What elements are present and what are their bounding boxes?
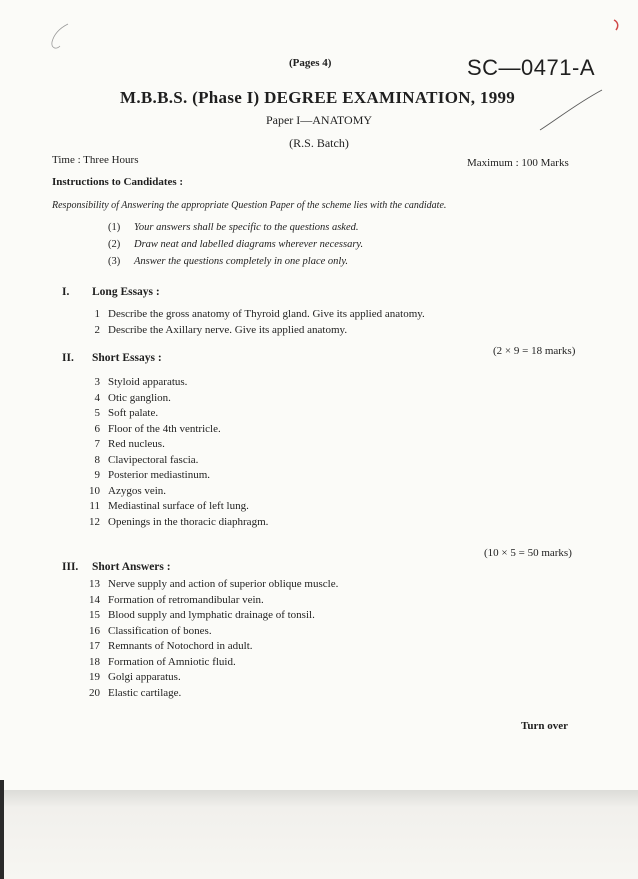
question-number: 6 [94, 422, 100, 435]
batch-label: (R.S. Batch) [289, 136, 349, 150]
question-number: 16 [89, 624, 100, 637]
question-number: 14 [89, 593, 100, 606]
paper-code: SC—0471-A [467, 55, 596, 80]
question-number: 8 [94, 453, 100, 466]
question-number: 3 [94, 376, 100, 388]
turn-over-label: Turn over [521, 720, 568, 732]
section-heading-short-answers [62, 561, 171, 573]
question-item [82, 469, 268, 485]
question-item [82, 640, 338, 656]
question-text: Nerve supply and action of superior oblique muscle. [108, 578, 339, 590]
maximum-marks: Maximum : 100 Marks [467, 157, 569, 169]
question-item [82, 625, 338, 641]
question-text: Openings in the thoracic diaphragm. [108, 515, 269, 528]
instruction-number: (3) [108, 256, 121, 267]
question-text: Remnants of Notochord in adult. [108, 640, 253, 652]
exam-title: M.B.B.S. (Phase I) DEGREE EXAMINATION, 1999 [120, 88, 516, 107]
question-number: 20 [89, 686, 100, 699]
section-title: Short Essays : [92, 352, 162, 364]
question-item [82, 516, 268, 532]
question-number: 2 [94, 323, 100, 336]
instruction-item [108, 256, 363, 273]
question-list-short-answers [82, 578, 338, 702]
question-text: Describe the Axillary nerve. Give its applied anatomy. [108, 323, 348, 336]
question-number: 4 [94, 391, 100, 404]
pen-tick-top-right [536, 86, 606, 136]
question-text: Elastic cartilage. [108, 686, 182, 699]
section-numeral: I. [62, 286, 70, 298]
instructions-heading: Instructions to Candidates : [52, 176, 184, 188]
question-number: 19 [89, 671, 100, 683]
question-item [82, 423, 268, 439]
question-item [82, 376, 268, 392]
question-item [82, 578, 338, 594]
question-text: Otic ganglion. [108, 391, 171, 404]
responsibility-note: Responsibility of Answering the appropriate Question Paper of the scheme lies with the candidate. [52, 200, 447, 211]
section-heading-long-essays [62, 286, 160, 298]
question-number: 11 [89, 500, 100, 512]
question-item [82, 594, 338, 610]
question-item [82, 609, 338, 625]
section-numeral: III. [62, 561, 79, 573]
question-item [82, 687, 338, 703]
question-text: Mediastinal surface of left lung. [108, 500, 249, 512]
question-text: Red nucleus. [108, 438, 165, 450]
question-number: 17 [89, 640, 100, 652]
question-number: 7 [94, 438, 100, 450]
question-list-long-essays [82, 308, 425, 339]
question-text: Blood supply and lymphatic drainage of tonsil. [108, 609, 315, 621]
red-mark-corner [610, 18, 622, 32]
time-label: Time : Three Hours [52, 154, 139, 166]
scan-bottom-strip [0, 790, 638, 879]
question-number: 5 [94, 407, 100, 419]
question-number: 9 [94, 469, 100, 481]
question-list-short-essays [82, 376, 268, 531]
question-text: Clavipectoral fascia. [108, 453, 199, 466]
question-item [82, 438, 268, 454]
question-item [82, 656, 338, 672]
instruction-text: Draw neat and labelled diagrams wherever necessary. [134, 239, 364, 250]
question-number: 15 [89, 609, 100, 621]
pen-scribble-top-left [40, 20, 80, 60]
question-text: Styloid apparatus. [108, 376, 188, 388]
scan-left-edge [0, 780, 4, 879]
marks-short-essays: (10 × 5 = 50 marks) [484, 547, 572, 559]
pages-count: (Pages 4) [289, 57, 332, 69]
question-text: Formation of Amniotic fluid. [108, 655, 236, 668]
section-title: Long Essays : [92, 286, 160, 298]
question-text: Floor of the 4th ventricle. [108, 422, 221, 435]
question-item [82, 485, 268, 501]
question-item [82, 324, 425, 340]
question-text: Describe the gross anatomy of Thyroid gland. Give its applied anatomy. [108, 308, 425, 320]
question-text: Golgi apparatus. [108, 671, 181, 683]
paper-subject: Paper I—ANATOMY [265, 113, 373, 127]
question-item [82, 454, 268, 470]
instruction-item [108, 239, 363, 256]
question-number: 10 [89, 484, 100, 497]
question-item [82, 308, 425, 324]
instruction-number: (1) [108, 222, 121, 233]
marks-long-essays: (2 × 9 = 18 marks) [493, 345, 576, 357]
instruction-item [108, 222, 363, 239]
question-text: Azygos vein. [108, 484, 167, 497]
instructions-list [108, 222, 363, 273]
question-number: 12 [89, 515, 100, 528]
question-item [82, 392, 268, 408]
question-item [82, 407, 268, 423]
question-item [82, 671, 338, 687]
question-text: Posterior mediastinum. [108, 469, 211, 481]
question-number: 13 [89, 578, 100, 590]
instruction-text: Answer the questions completely in one place only. [134, 256, 349, 267]
question-item [82, 500, 268, 516]
section-numeral: II. [62, 352, 74, 364]
instruction-text: Your answers shall be specific to the questions asked. [134, 222, 359, 233]
question-number: 1 [94, 308, 100, 320]
instruction-number: (2) [108, 239, 121, 250]
section-heading-short-essays [62, 352, 162, 364]
question-text: Soft palate. [108, 407, 159, 419]
question-number: 18 [89, 655, 100, 668]
question-text: Formation of retromandibular vein. [108, 593, 264, 606]
question-text: Classification of bones. [108, 624, 212, 637]
section-title: Short Answers : [92, 561, 171, 573]
